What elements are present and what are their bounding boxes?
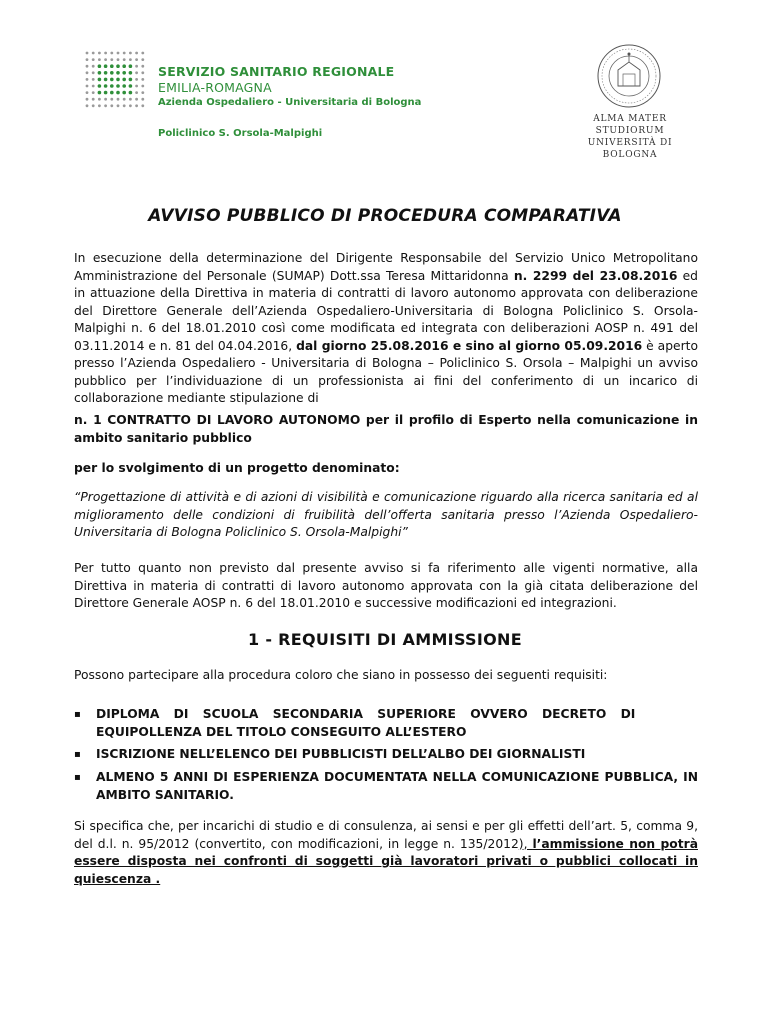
intro-dates: dal giorno 25.08.2016 e sino al giorno 05.09.2016 — [296, 338, 643, 353]
logo-dot — [86, 98, 89, 101]
logo-dot — [98, 71, 102, 75]
logo-dot — [135, 78, 138, 81]
section-1-intro: Possono partecipare alla procedura coloro che siano in possesso dei seguenti requisiti: — [74, 668, 608, 682]
logo-dot — [129, 71, 133, 75]
logo-dot — [141, 58, 144, 61]
logo-dot — [110, 71, 114, 75]
logo-dot — [116, 78, 120, 82]
logo-dot — [116, 91, 120, 95]
section-1-title: 1 - REQUISITI DI AMMISSIONE — [248, 630, 522, 649]
logo-dot — [92, 71, 95, 74]
university-line-1: ALMA MATER STUDIORUM — [593, 114, 667, 136]
logo-dot — [104, 91, 108, 95]
bullet-icon: ▪ — [74, 709, 81, 720]
logo-dot — [86, 71, 89, 74]
logo-dot — [104, 98, 107, 101]
closing-paragraph — [74, 818, 698, 888]
logo-dot — [92, 104, 95, 107]
logo-dot — [104, 71, 108, 75]
logo-dot — [110, 104, 113, 107]
logo-dot — [141, 71, 144, 74]
document-title: AVVISO PUBBLICO DI PROCEDURA COMPARATIVA — [148, 206, 622, 226]
logo-dot — [129, 78, 133, 82]
logo-dot — [86, 85, 89, 88]
logo-dot — [92, 78, 95, 81]
logo-dot — [110, 58, 113, 61]
logo-dot — [129, 84, 133, 88]
project-label: per lo svolgimento di un progetto denominato: — [74, 461, 400, 475]
logo-dot — [129, 104, 132, 107]
logo-dot — [110, 52, 113, 55]
org-line-1: SERVIZIO SANITARIO REGIONALE — [158, 64, 395, 79]
logo-dot — [129, 98, 132, 101]
logo-dot — [92, 58, 95, 61]
logo-dot — [135, 58, 138, 61]
logo-dot — [129, 58, 132, 61]
logo-dot — [129, 52, 132, 55]
closing-text: Si specifica che, per incarichi di studio e di consulenza, ai sensi e per gli effetti dell’art. 5, comma 9, del d.l. n. 95/2012 (convertito, con modificazioni, in legge n. 135/2012 — [74, 819, 698, 851]
logo-dot — [135, 104, 138, 107]
university-seal-icon — [596, 42, 662, 110]
intro-text-2: ed in attuazione della Direttiva in materia di contratti di lavoro autonomo approvata con deliberazione del Direttore Generale dell’Azienda Ospedaliero-Universitaria di Bologna Policlinico S. Orsola-Malpighi n. 6 del 18.01.2010 così come modificata ed integrata con deliberazioni AOSP n. 491 del 03.11.2014 e n. 81 del 04.04.2016, — [74, 268, 698, 353]
bullet-icon: ▪ — [74, 772, 81, 783]
requirement-3-text: ALMENO 5 ANNI DI ESPERIENZA DOCUMENTATA NELLA COMUNICAZIONE PUBBLICA, IN AMBITO SANITARIO. — [96, 770, 698, 802]
logo-dot — [129, 64, 133, 68]
logo-dot — [141, 85, 144, 88]
org-line-3: Azienda Ospedaliero - Universitaria di Bologna — [158, 97, 422, 108]
logo-dot — [104, 58, 107, 61]
logo-dot — [117, 58, 120, 61]
logo-dot — [122, 84, 126, 88]
logo-dot — [141, 91, 144, 94]
requirement-2-text: ISCRIZIONE NELL’ELENCO DEI PUBBLICISTI DELL’ALBO DEI GIORNALISTI — [96, 747, 586, 761]
intro-determination: n. 2299 del 23.08.2016 — [513, 268, 678, 283]
requirement-1-line-2: EQUIPOLLENZA DEL TITOLO CONSEGUITO ALL’ESTERO — [96, 724, 467, 739]
logo-dot — [104, 78, 108, 82]
contract-line: n. 1 CONTRATTO DI LAVORO AUTONOMO per il profilo di Esperto nella comunicazione in ambito sanitario pubblico — [74, 413, 698, 445]
logo-dot — [98, 58, 101, 61]
logo-dot — [141, 52, 144, 55]
logo-dot — [122, 64, 126, 68]
logo-dot — [110, 64, 114, 68]
logo-dot — [98, 91, 102, 95]
intro-text-1: In esecuzione della determinazione del Dirigente Responsabile del Servizio Unico Metropolitano Amministrazione del Personale (SUMAP) Dott.ssa Teresa Mittaridonna — [74, 251, 698, 283]
closing-emphasis: l’ammissione non potrà essere disposta nei confronti di soggetti già lavoratori privati o pubblici collocati in quiescenza . — [74, 836, 698, 886]
bullet-icon: ▪ — [74, 749, 81, 760]
university-line-2: UNIVERSITÀ DI BOLOGNA — [587, 138, 673, 160]
requirement-2 — [74, 746, 698, 764]
logo-dot — [135, 52, 138, 55]
logo-dot — [104, 64, 108, 68]
logo-dot — [86, 104, 89, 107]
logo-dot — [141, 104, 144, 107]
logo-dot — [116, 71, 120, 75]
university-name — [560, 113, 700, 161]
logo-dot — [129, 91, 133, 95]
logo-dot — [135, 91, 138, 94]
logo-dot — [123, 52, 126, 55]
logo-dot — [98, 78, 102, 82]
logo-dot — [110, 91, 114, 95]
logo-dot — [123, 58, 126, 61]
org-block — [158, 64, 421, 110]
requirement-3 — [74, 769, 698, 804]
logo-dot — [86, 58, 89, 61]
logo-dot — [116, 64, 120, 68]
logo-dot — [122, 71, 126, 75]
logo-dot — [141, 65, 144, 68]
logo-dot — [92, 52, 95, 55]
requirement-1-line-1: DIPLOMA DI SCUOLA SECONDARIA SUPERIORE OVVERO DECRETO DI — [96, 707, 636, 721]
logo-dot — [86, 91, 89, 94]
logo-dot — [117, 98, 120, 101]
logo-dot — [110, 84, 114, 88]
logo-dot — [135, 71, 138, 74]
logo-dot — [135, 85, 138, 88]
logo-dot — [86, 65, 89, 68]
logo-dot — [92, 98, 95, 101]
policlinico-name: Policlinico S. Orsola-Malpighi — [158, 128, 323, 139]
logo-dot — [110, 98, 113, 101]
logo-dot — [135, 98, 138, 101]
logo-dot — [98, 84, 102, 88]
logo-dot — [92, 65, 95, 68]
logo-dot — [86, 52, 89, 55]
project-quote: “Progettazione di attività e di azioni di visibilità e comunicazione riguardo alla ricerca sanitaria ed al miglioramento delle condizioni di fruibilità dell’offerta sanitaria presso l’Azienda Ospedaliero-Universitaria di Bologna Policlinico S. Orsola-Malpighi” — [74, 490, 698, 539]
logo-dot — [116, 84, 120, 88]
logo-dot — [110, 78, 114, 82]
logo-dot — [104, 84, 108, 88]
intro-text-3: è aperto presso l’Azienda Ospedaliero - Universitaria di Bologna – Policlinico S. Orsola – Malpighi un avviso pubblico per l’individuazione di un professionista ai fini del conferimento di un incarico di collaborazione mediante stipulazione di — [74, 338, 698, 405]
intro-paragraph — [74, 250, 698, 408]
logo-dot — [92, 91, 95, 94]
logo-dot — [92, 85, 95, 88]
logo-dot — [98, 52, 101, 55]
logo-dot — [117, 104, 120, 107]
logo-dot — [141, 78, 144, 81]
requirement-1 — [74, 706, 698, 741]
logo-dot — [86, 78, 89, 81]
logo-dot — [141, 98, 144, 101]
ssr-logo-icon — [84, 50, 146, 110]
logo-dot — [98, 104, 101, 107]
logo-dot — [122, 91, 126, 95]
reference-paragraph: Per tutto quanto non previsto dal presente avviso si fa riferimento alle vigenti normative, alla Direttiva in materia di contratti di lavoro autonomo approvata con la già citata deliberazione del Direttore Generale AOSP n. 6 del 18.01.2010 e successive modificazioni ed integrazioni. — [74, 561, 698, 610]
logo-dot — [98, 64, 102, 68]
logo-dot — [117, 52, 120, 55]
org-line-2: EMILIA-ROMAGNA — [158, 80, 272, 95]
logo-dot — [123, 104, 126, 107]
logo-dot — [104, 104, 107, 107]
closing-paren: ), — [518, 836, 533, 851]
logo-dot — [122, 78, 126, 82]
logo-dot — [98, 98, 101, 101]
logo-dot — [123, 98, 126, 101]
logo-dot — [135, 65, 138, 68]
logo-dot — [104, 52, 107, 55]
